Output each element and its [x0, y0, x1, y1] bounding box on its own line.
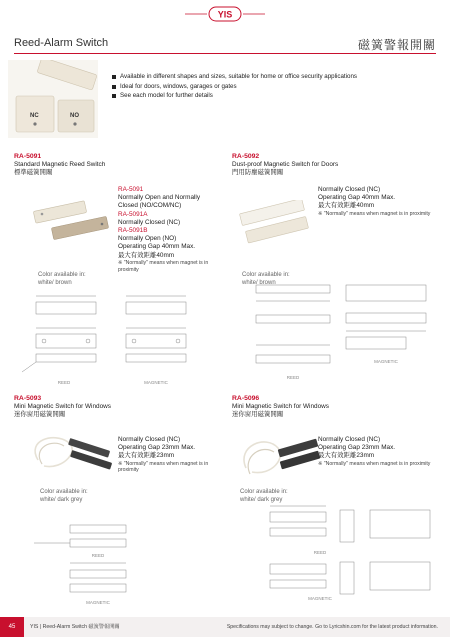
spec-line: 最大有效距離40mm	[118, 251, 175, 259]
feature-item: Ideal for doors, windows, garages or gates	[112, 82, 357, 92]
drawing-label: MAGNETIC	[308, 596, 332, 601]
ra5091-technical-drawing	[14, 290, 214, 388]
spec-note: ※ "Normally" means when magnet is in proximity	[318, 460, 431, 467]
spec-line: Closed (NO/COM/NC)	[118, 202, 182, 210]
spec-line: RA-5091B	[118, 227, 148, 235]
spec-line: Operating Gap 23mm Max.	[118, 444, 196, 452]
drawing-label: MAGNETIC	[374, 359, 398, 364]
product-header-ra5091	[14, 153, 220, 177]
product-header-ra5092	[232, 153, 438, 177]
product-name-cn: 迷你窗用磁簧開關	[14, 411, 66, 418]
feature-item: Available in different shapes and sizes, suitable for home or office security applications	[112, 72, 357, 82]
footer-disclaimer: Specifications may subject to change. Go to Lyricshin.com for the latest product information.	[226, 624, 438, 630]
spec-line: Operating Gap 23mm Max.	[318, 444, 396, 452]
spec-line: 最大有效距離23mm	[318, 452, 375, 460]
yis-logo	[185, 6, 265, 22]
svg-text:NC: NC	[30, 113, 39, 119]
feature-list	[112, 72, 357, 101]
product-code: RA-5096	[232, 395, 260, 402]
hero-product-image	[8, 60, 98, 138]
color-availability: Color available in: white/ dark grey	[240, 489, 288, 503]
drawing-label: REED	[286, 375, 300, 380]
drawing-label: MAGNETIC	[144, 380, 168, 385]
spec-line: Normally Open and Normally	[118, 194, 201, 202]
ra5096-product-image	[236, 428, 322, 484]
spec-line: Normally Closed (NC)	[118, 218, 181, 226]
product-name-cn: 迷你窗用磁簧開關	[232, 411, 284, 418]
drawing-label: MAGNETIC	[86, 600, 110, 605]
footer-section-label: YIS | Reed-Alarm Switch 磁簧警報開關	[30, 624, 120, 630]
page-title: Reed-Alarm Switch	[14, 37, 109, 49]
product-name: Mini Magnetic Switch for Windows	[232, 403, 329, 410]
spec-line: RA-5091	[118, 186, 144, 193]
product-name: Dust-proof Magnetic Switch for Doors	[232, 161, 339, 168]
color-availability: Color available in: white/ brown	[38, 272, 86, 286]
logo-text: YIS	[217, 9, 233, 20]
ra5096-technical-drawing	[250, 500, 440, 612]
color-availability: Color available in: white/ brown	[242, 272, 290, 286]
ra5093-spec	[118, 436, 228, 474]
product-code: RA-5093	[14, 395, 42, 402]
drawing-label: REED	[91, 553, 105, 558]
drawing-label: REED	[313, 550, 327, 555]
header-divider	[14, 53, 436, 54]
ra5096-spec	[318, 436, 438, 467]
product-code: RA-5092	[232, 153, 260, 160]
spec-line: 最大有效距離23mm	[118, 452, 175, 460]
spec-line: Operating Gap 40mm Max.	[118, 243, 196, 251]
ra5092-spec	[318, 186, 438, 217]
spec-note: ※ "Normally" means when magnet is in proximity	[318, 210, 431, 217]
page-title-cn: 磁簧警報開關	[357, 38, 436, 52]
ra5093-technical-drawing	[34, 515, 184, 610]
product-header-ra5096	[232, 395, 438, 419]
spec-line: Operating Gap 40mm Max.	[318, 194, 396, 202]
drawing-label: REED	[57, 380, 71, 385]
product-name: Mini Magnetic Switch for Windows	[14, 403, 111, 410]
spec-line: Normally Closed (NC)	[318, 186, 381, 193]
page-number: 45	[0, 617, 24, 637]
ra5093-product-image	[24, 430, 114, 480]
ra5092-product-image	[236, 200, 312, 246]
svg-text:NO: NO	[70, 113, 79, 119]
product-name-cn: 門用防塵磁簧開關	[232, 169, 284, 176]
product-code: RA-5091	[14, 153, 42, 160]
ra5091-spec	[118, 186, 222, 273]
ra5091-product-image	[32, 196, 112, 244]
spec-line: RA-5091A	[118, 210, 148, 218]
page-footer	[0, 617, 450, 637]
product-header-ra5093	[14, 395, 220, 419]
ra5092-technical-drawing	[250, 265, 440, 390]
spec-line: Normally Open (NO)	[118, 235, 177, 243]
product-name-cn: 標準磁簧開關	[14, 169, 53, 176]
spec-line: Normally Closed (NC)	[118, 436, 181, 443]
spec-note: ※ "Normally" means when magnet is in proximity	[118, 259, 209, 273]
color-availability: Color available in: white/ dark grey	[40, 489, 88, 503]
spec-line: Normally Closed (NC)	[318, 436, 381, 443]
spec-line: 最大有效距離40mm	[318, 202, 375, 210]
spec-note: ※ "Normally" means when magnet is in proximity	[118, 460, 209, 474]
product-name: Standard Magnetic Reed Switch	[14, 161, 106, 168]
feature-item: See each model for further details	[112, 91, 357, 101]
